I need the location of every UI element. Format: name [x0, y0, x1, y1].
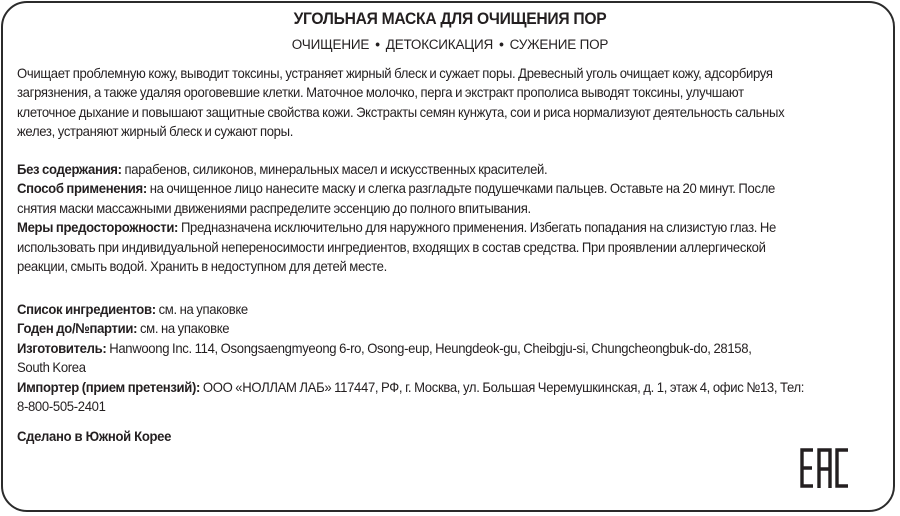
- product-description: [17, 64, 840, 142]
- importer-line: [17, 378, 840, 397]
- eac-icon: [799, 448, 851, 488]
- ingredients-label: Список ингредиентов:: [17, 301, 156, 317]
- importer-text: ООО «НОЛЛАМ ЛАБ» 117447, РФ, г. Москва, ул. Большая Черемушкинская, д. 1, этаж 4, офис №13, Тел:: [200, 378, 805, 395]
- free-from-line: [17, 160, 840, 179]
- manufacturer-line: South Korea: [17, 359, 86, 376]
- precautions-line: использовать при индивидуальной непереносимости ингредиентов, входящих в состав средства. При проявлении аллергической: [17, 238, 766, 255]
- manufacturer-text: Hanwoong Inc. 114, Osongsaengmyeong 6-ro, Osong-eup, Heungdeok-gu, Cheibgju-si, Chungcheongbuk-do, 28158,: [106, 339, 752, 356]
- product-subtitle: [0, 37, 900, 52]
- manufacturer-label: Изготовитель:: [17, 339, 107, 356]
- ingredients-text: см. на упаковке: [155, 301, 248, 317]
- bullet-separator: •: [375, 37, 380, 52]
- directions-line: снятия маски массажными движениями распределите эссенцию до полного впитывания.: [17, 199, 531, 216]
- free-from-text: парабенов, силиконов, минеральных масел и искусственных красителей.: [121, 161, 548, 177]
- precautions-text: Предназначена исключительно для наружного применения. Избегать попадания на слизистую глаз. Не: [178, 219, 777, 236]
- directions-text: на очищенное лицо нанесите маску и слегка разгладьте подушечками пальцев. Оставьте на 20 минут. После: [146, 180, 775, 197]
- product-title: УГОЛЬНАЯ МАСКА ДЛЯ ОЧИЩЕНИЯ ПОР: [293, 9, 607, 28]
- directions-label: Способ применения:: [17, 180, 147, 197]
- description-line: загрязнения, а также удаляя ороговевшие клетки. Маточное молочко, перга и экстракт прополиса выводят токсины, улучшают: [17, 84, 744, 101]
- country-of-origin: Сделано в Южной Корее: [17, 428, 172, 444]
- directions-line: [17, 179, 840, 198]
- importer-label: Импортер (прием претензий):: [17, 378, 201, 395]
- manufacturer-line: [17, 339, 840, 358]
- usage-section: [17, 160, 840, 276]
- expiry-batch-line: [17, 319, 840, 338]
- importer-line: 8-800-505-2401: [17, 398, 106, 415]
- precautions-label: Меры предосторожности:: [17, 219, 179, 236]
- subtitle-item-cleansing: ОЧИЩЕНИЕ: [291, 37, 370, 52]
- ingredients-line: [17, 300, 840, 319]
- expiry-batch-text: см. на упаковке: [137, 320, 230, 337]
- subtitle-item-detox: ДЕТОКСИКАЦИЯ: [385, 37, 494, 52]
- subtitle-item-pore-tightening: СУЖЕНИЕ ПОР: [509, 37, 609, 52]
- expiry-batch-label: Годен до/№партии:: [17, 320, 138, 337]
- bullet-separator: •: [499, 37, 504, 52]
- precautions-line: реакции, смыть водой. Хранить в недоступном для детей месте.: [17, 258, 387, 275]
- free-from-label: Без содержания:: [17, 161, 122, 177]
- description-line: Очищает проблемную кожу, выводит токсины, устраняет жирный блеск и сужает поры. Древесный уголь очищает кожу, адсорбируя: [17, 65, 773, 81]
- product-info-section: [17, 300, 840, 416]
- precautions-line: [17, 218, 840, 237]
- description-line: клеточное дыхание и повышают защитные свойства кожи. Экстракты семян кунжута, сои и риса нормализуют деятельность сальных: [17, 103, 785, 120]
- description-line: желез, устраняют жирный блеск и сужают поры.: [17, 123, 294, 140]
